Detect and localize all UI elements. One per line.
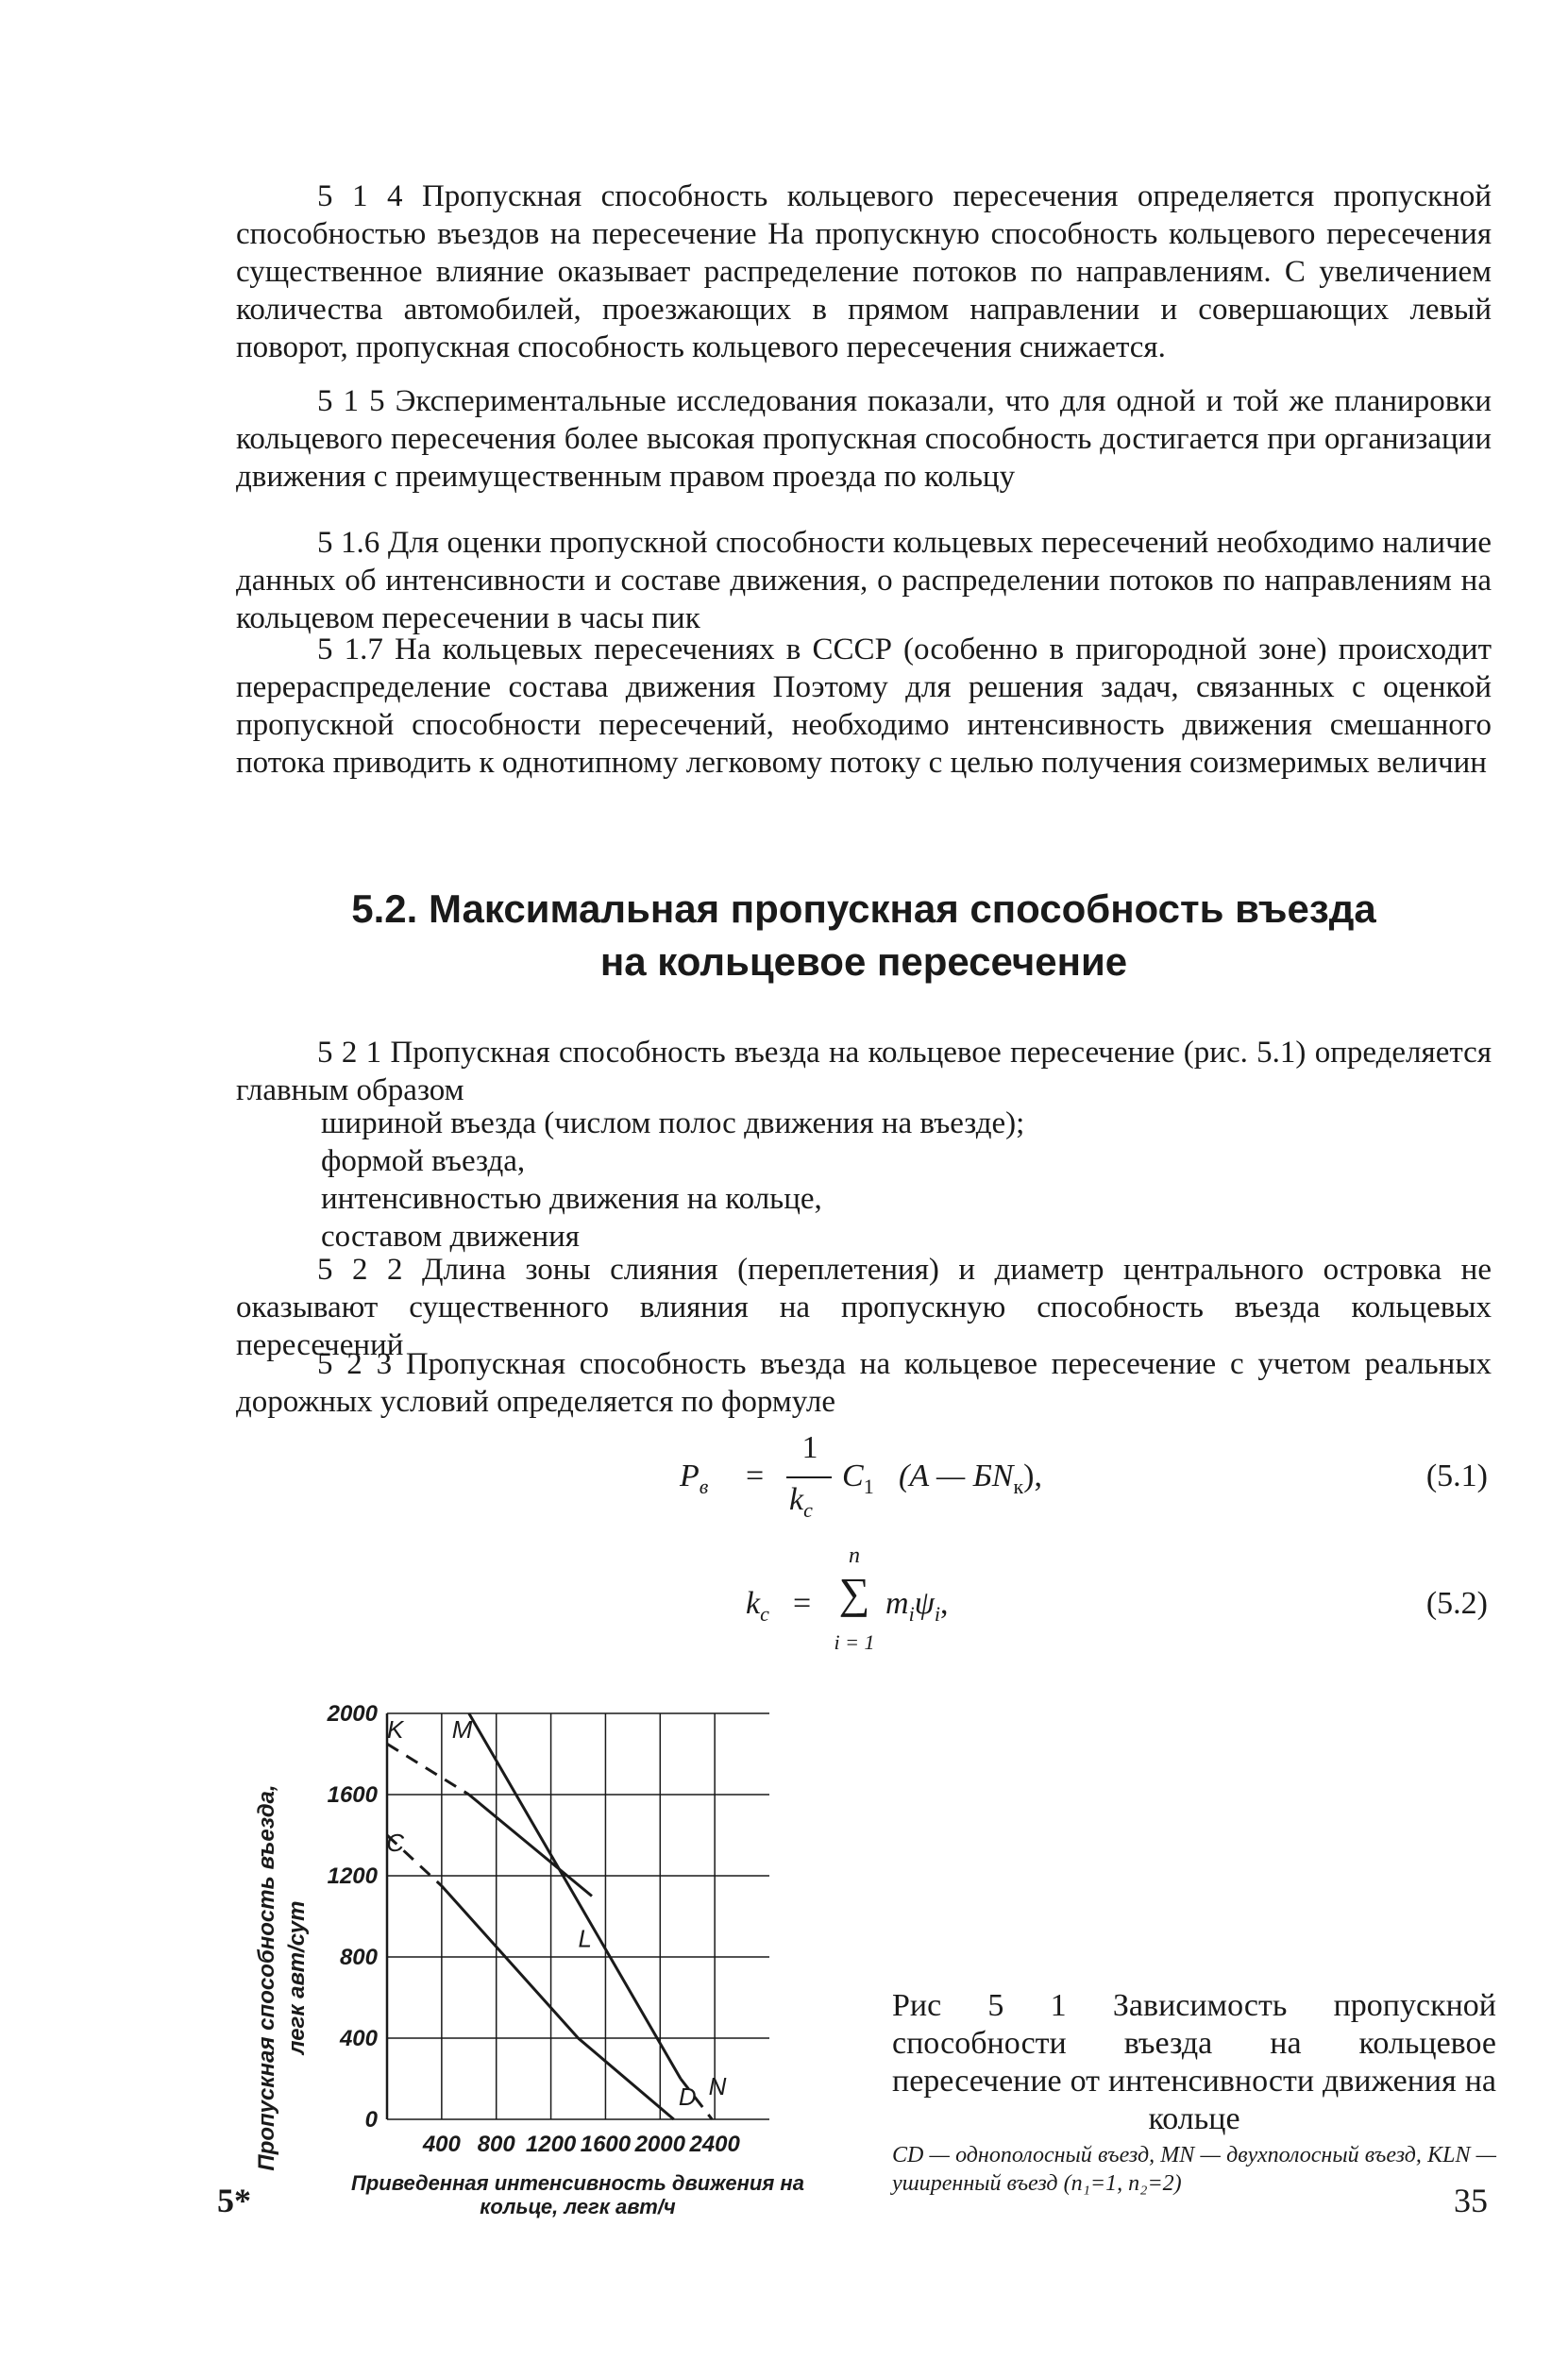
formula-5-2 (746, 1543, 1029, 1661)
series-line-mn-solid (469, 1713, 681, 2079)
signature-mark: 5* (217, 2182, 251, 2219)
section-heading-line1: 5.2. Максимальная пропускная способность въезда (351, 886, 1376, 931)
chart-labels (327, 1701, 741, 2157)
chart-lines (387, 1713, 712, 2119)
paragraph-5-1-4: 5 1 4 Пропускная способность кольцевого пересечения определяется пропускной способностью въездов на пересечение На пропускную способность кольцевого пересечения существенное влияние оказывает распределение потоков по направлениям. С увеличением количества автомобилей, проезжающих в прямом направлении и совершающих левый поворот, пропускная способность кольцевого пересечения снижается. (236, 179, 1492, 364)
fraction-denominator: $k_c$ (789, 1482, 813, 1522)
x-axis-label: Приведенная интенсивность движения на (351, 2171, 804, 2195)
equation-number-5-1: (5.1) (1425, 1459, 1488, 1493)
formula-5-1 (680, 1430, 1171, 1534)
page-number: 35 (1454, 2182, 1488, 2219)
y-tick-label: 800 (339, 1945, 378, 1970)
curve-label-l: L (578, 1924, 592, 1953)
formula-lhs: $k_c$ (746, 1586, 769, 1626)
formula-equals: = (746, 1459, 765, 1493)
curve-label-c: C (386, 1829, 405, 1858)
y-tick-label: 2000 (327, 1701, 378, 1727)
paragraph-5-2-2: 5 2 2 Длина зоны слияния (переплетения) и диаметр центрального островка не оказывают существенного влияния на пропускную способность въезда кольцевых пересечений (236, 1253, 1492, 1362)
equation-number-5-2: (5.2) (1425, 1586, 1488, 1621)
sum-upper-limit: n (849, 1543, 860, 1568)
series-line-cd-solid (442, 1886, 674, 2119)
y-tick-label: 1200 (327, 1864, 378, 1889)
y-tick-label: 1600 (327, 1782, 378, 1808)
curve-label-m: M (451, 1714, 473, 1744)
x-tick-label: 400 (422, 2132, 461, 2157)
section-heading-line2: на кольцевое пересечение (599, 939, 1128, 984)
y-tick-label: 400 (339, 2026, 378, 2051)
x-tick-label: 2400 (689, 2132, 740, 2157)
x-tick-label: 2000 (634, 2132, 685, 2157)
paragraph-5-1-7: 5 1.7 На кольцевых пересечениях в СССР (особенно в пригородной зоне) происходит перераспределение состава движения Поэтому для решения задач, связанных с оценкой пропускной способности пересечений, необходимо интенсивность движения смешанного потока приводить к однотипному легковому потоку с целью получения соизмеримых величин (236, 632, 1492, 780)
section-heading (236, 883, 1492, 988)
formula-term: $m_i\psi_i$, (885, 1586, 949, 1626)
curve-label-n: N (708, 2072, 727, 2101)
formula-c1: $C_1$ (842, 1459, 874, 1498)
capacity-chart (236, 1695, 859, 2223)
fraction-bar (786, 1476, 832, 1478)
figure-legend: CD — однополосный въезд, MN — двухполосный въезд, KLN — уширенный въезд (n₁=1, n₂=2) (892, 2143, 1496, 2196)
x-tick-label: 1600 (580, 2132, 632, 2157)
sum-symbol: ∑ (838, 1569, 870, 1617)
curve-label-d: D (678, 2082, 697, 2111)
paragraph-5-1-6: 5 1.6 Для оценки пропускной способности кольцевых пересечений необходимо наличие данных об интенсивности и составе движения, о распределении потоков по направлениям на кольцевом пересечении в часы пик (236, 526, 1492, 635)
chart-grid (387, 1713, 769, 2119)
list-item: шириной въезда (числом полос движения на въезде); (321, 1106, 1025, 1140)
formula-rhs: (A — $БN_к$), (899, 1459, 1042, 1498)
figure-caption: Рис 5 1 Зависимость пропускной способности въезда на кольцевое пересечение от интенсивности движения на кольце (892, 1988, 1496, 2136)
y-axis-label: Пропускная способность въезда, (254, 1784, 279, 2171)
y-tick-label: 0 (364, 2107, 378, 2133)
list-item: составом движения (321, 1220, 580, 1254)
x-tick-label: 1200 (525, 2132, 577, 2157)
list-item: формой въезда, (321, 1144, 526, 1178)
curve-label-k: K (387, 1714, 404, 1744)
paragraph-5-2-3: 5 2 3 Пропускная способность въезда на кольцевое пересечение с учетом реальных дорожных условий определяется по формуле (236, 1347, 1492, 1419)
fraction-numerator: 1 (801, 1430, 818, 1465)
list-item: интенсивностью движения на кольце, (321, 1182, 822, 1216)
y-axis-unit-label: легк авт/сут (284, 1900, 310, 2055)
sum-lower-limit: i = 1 (834, 1630, 875, 1654)
x-tick-label: 800 (477, 2132, 515, 2157)
paragraph-5-1-5: 5 1 5 Экспериментальные исследования показали, что для одной и той же планировки кольцевого пересечения более высокая пропускная способность достигается при организации движения с преимущественным правом проезда по кольцу (236, 384, 1492, 494)
formula-equals: = (793, 1586, 812, 1621)
paragraph-5-2-1: 5 2 1 Пропускная способность въезда на кольцевое пересечение (рис. 5.1) определяется главным образом (236, 1036, 1492, 1107)
x-axis-unit-label: кольце, легк авт/ч (480, 2195, 676, 2218)
formula-lhs: $P_в$ (680, 1459, 709, 1498)
series-line-kln-dashed (387, 1744, 469, 1795)
series-line-kln-solid (469, 1795, 592, 1897)
